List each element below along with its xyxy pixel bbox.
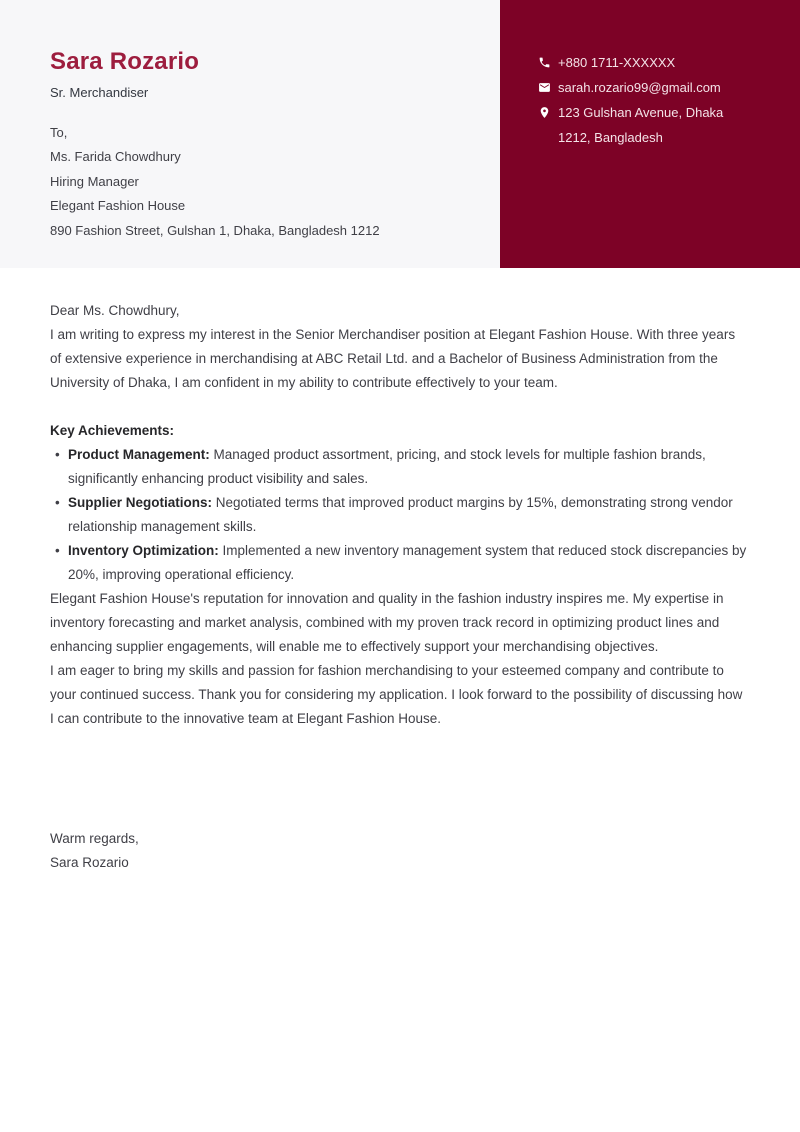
greeting: Dear Ms. Chowdhury, <box>50 303 180 318</box>
letter-header <box>0 0 800 268</box>
achievements-list <box>50 443 748 587</box>
achievement-title: Supplier Negotiations: <box>68 495 213 510</box>
contact-phone <box>538 50 770 75</box>
recipient-line: To, <box>50 124 68 140</box>
recipient-line: Ms. Farida Chowdhury <box>50 149 181 165</box>
recipient-line: 890 Fashion Street, Gulshan 1, Dhaka, Bangladesh 1212 <box>50 222 380 238</box>
address-line-2: 1212, Bangladesh <box>558 130 663 145</box>
header-left-panel <box>0 0 500 268</box>
map-pin-icon <box>538 106 551 119</box>
signature-name: Sara Rozario <box>50 855 129 870</box>
achievement-item <box>50 539 748 587</box>
recipient-line: Hiring Manager <box>50 173 139 189</box>
letter-body <box>0 268 800 875</box>
email-address: sarah.rozario99@gmail.com <box>558 80 721 95</box>
address-line-1: 123 Gulshan Avenue, Dhaka <box>558 105 724 120</box>
achievements-heading: Key Achievements: <box>50 423 175 438</box>
achievement-item <box>50 443 748 491</box>
achievement-title: Product Management: <box>68 447 210 462</box>
achievement-text: Negotiated terms that improved product margins by 15%, demonstrating strong vendor relationship management skills. <box>68 495 733 534</box>
achievements-section <box>50 419 748 587</box>
achievement-text: Managed product assortment, pricing, and stock levels for multiple fashion brands, significantly enhancing product visibility and sales. <box>68 447 706 486</box>
achievement-text: Implemented a new inventory management system that reduced stock discrepancies by 20%, improving operational efficiency. <box>68 543 747 582</box>
recipient-line: Elegant Fashion House <box>50 198 186 214</box>
postal-address <box>558 100 723 150</box>
envelope-icon <box>538 81 551 94</box>
phone-number: +880 1711-XXXXXX <box>558 55 676 70</box>
closing-salutation: Warm regards, <box>50 831 139 846</box>
recipient-block <box>50 121 470 244</box>
paragraph-motivation: Elegant Fashion House's reputation for innovation and quality in the fashion industry inspires me. My expertise in inventory forecasting and market analysis, combined with my proven track record in optimizing product lines and enhancing supplier engagements, will enable me to effectively support your merchandising objectives. <box>50 591 724 654</box>
achievement-title: Inventory Optimization: <box>68 543 219 558</box>
sender-name: Sara Rozario <box>50 48 200 75</box>
contact-email <box>538 75 770 100</box>
paragraph-introduction: I am writing to express my interest in the Senior Merchandiser position at Elegant Fashion House. With three years of extensive experience in merchandising at ABC Retail Ltd. and a Bachelor of Business Administration from the University of Dhaka, I am confident in my ability to contribute effectively to your team. <box>50 327 736 390</box>
closing-block <box>50 827 748 875</box>
contact-address <box>538 100 770 150</box>
contact-panel <box>500 0 800 268</box>
achievement-item <box>50 491 748 539</box>
sender-job-title: Sr. Merchandiser <box>50 84 149 100</box>
paragraph-conclusion: I am eager to bring my skills and passion for fashion merchandising to your esteemed company and contribute to your continued success. Thank you for considering my application. I look forward to the possibility of discussing how I can contribute to the innovative team at Elegant Fashion House. <box>50 663 743 726</box>
phone-icon <box>538 56 551 69</box>
